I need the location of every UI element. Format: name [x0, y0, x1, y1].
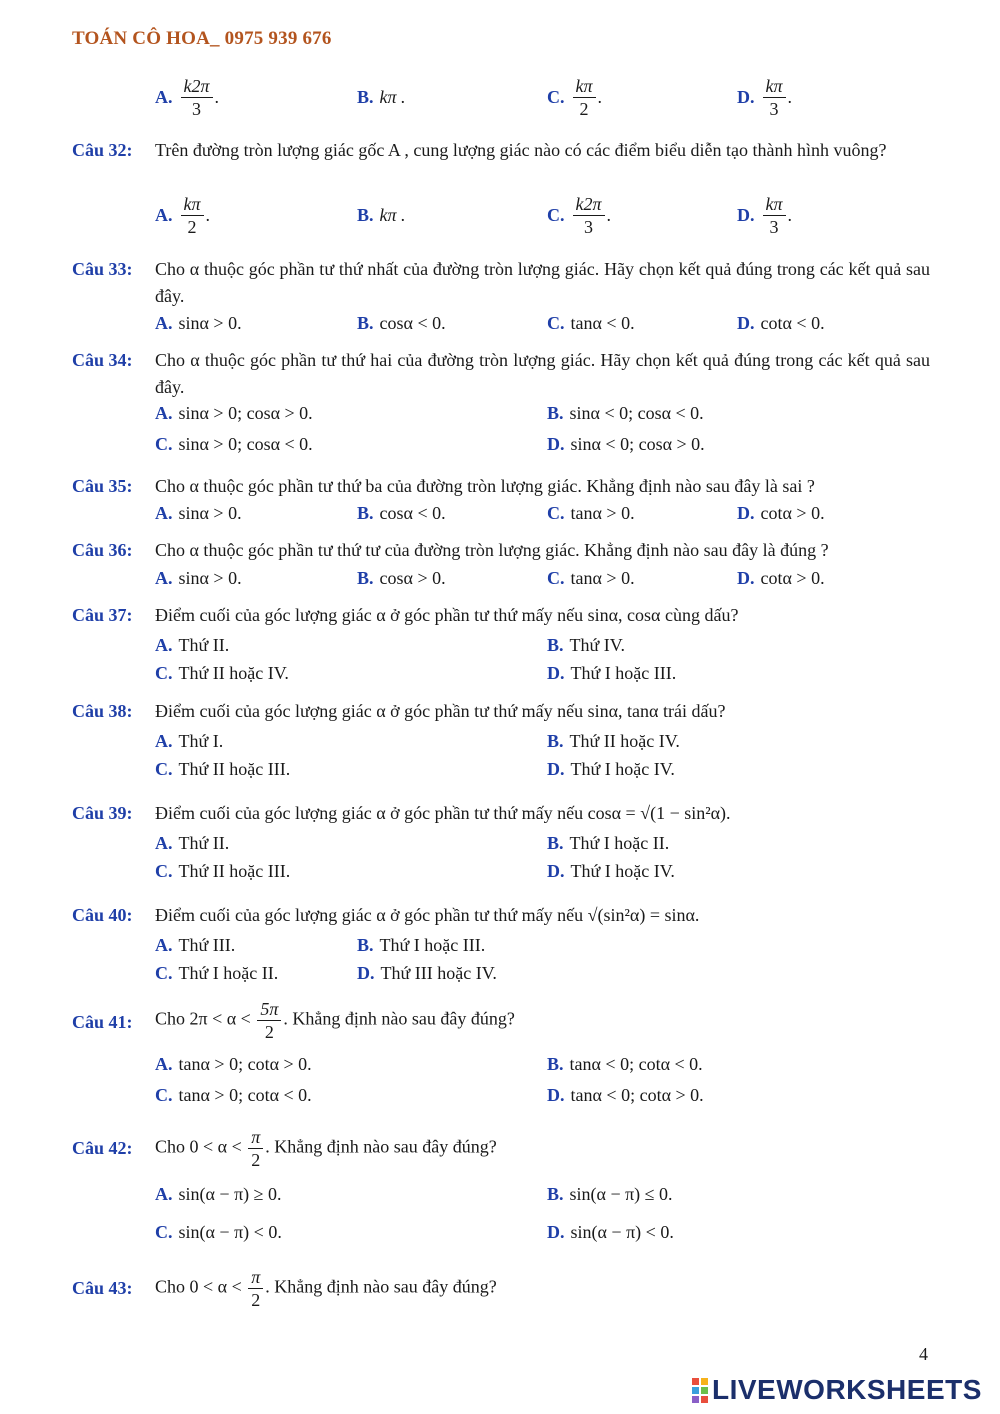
- option-a[interactable]: A. Thứ II.: [155, 832, 230, 853]
- option-d[interactable]: D. Thứ III hoặc IV.: [357, 962, 497, 983]
- option-d[interactable]: D. Thứ I hoặc III.: [547, 662, 677, 683]
- option-b[interactable]: B. Thứ I hoặc II.: [547, 832, 670, 853]
- options-q31: [155, 74, 935, 120]
- option-a[interactable]: A. Thứ II.: [155, 634, 230, 655]
- question-text: Cho 2π < α < $\frac{5\pi}{2}$ . Khẳng định nào sau đây đúng?: [155, 999, 515, 1042]
- fraction: $\frac{\pi}{2}$: [248, 1266, 263, 1311]
- options-q32: [155, 192, 935, 238]
- option-a[interactable]: A. Thứ III.: [155, 934, 236, 955]
- option-d[interactable]: D. cotα > 0.: [737, 502, 825, 523]
- options-q40-row2: [155, 958, 935, 988]
- fraction: $\frac{k2\pi}{3}$: [181, 75, 213, 120]
- option-d[interactable]: D. tanα < 0; cotα > 0.: [547, 1084, 704, 1105]
- question-label: Câu 40:: [72, 905, 133, 925]
- fraction: $\frac{\pi}{2}$: [248, 1126, 263, 1171]
- options-q42-row1: [155, 1179, 935, 1209]
- option-a[interactable]: A. $\frac{k2\pi}{3}$ .: [155, 75, 220, 119]
- options-q37-row2: [155, 658, 935, 688]
- question-label: Câu 35:: [72, 476, 133, 496]
- options-q34-row2: [155, 429, 935, 459]
- question-34: [72, 347, 930, 401]
- question-text: Cho 0 < α < $\frac{\pi}{2}$ . Khẳng định nào sau đây đúng?: [155, 1127, 497, 1170]
- fraction: $\frac{k\pi}{2}$: [181, 193, 204, 238]
- page-header: TOÁN CÔ HOA_ 0975 939 676: [72, 28, 332, 49]
- option-b[interactable]: B. sinα < 0; cosα < 0.: [547, 402, 704, 423]
- logo-grid-icon: [692, 1378, 708, 1403]
- question-text: Điểm cuối của góc lượng giác α ở góc phần tư thứ mấy nếu sinα, tanα trái dấu?: [155, 701, 726, 721]
- question-label: Câu 39:: [72, 803, 133, 823]
- option-c[interactable]: C. Thứ II hoặc III.: [155, 758, 291, 779]
- option-c[interactable]: C. Thứ I hoặc II.: [155, 962, 279, 983]
- option-d[interactable]: D. $\frac{k\pi}{3}$ .: [737, 193, 793, 237]
- question-label: Câu 32:: [72, 140, 133, 160]
- option-b[interactable]: B. Thứ II hoặc IV.: [547, 730, 680, 751]
- options-q38-row1: [155, 726, 935, 756]
- options-q42-row2: [155, 1217, 935, 1247]
- option-b[interactable]: B. Thứ I hoặc III.: [357, 934, 486, 955]
- option-b[interactable]: B. cosα < 0.: [357, 312, 446, 333]
- question-33: [72, 256, 930, 310]
- options-q40-row1: [155, 930, 935, 960]
- fraction: $\frac{k\pi}{3}$: [763, 193, 786, 238]
- option-c[interactable]: C. tanα > 0.: [547, 502, 635, 523]
- question-label: Câu 38:: [72, 701, 133, 721]
- option-d[interactable]: D. sinα < 0; cosα > 0.: [547, 433, 705, 454]
- options-q33: [155, 308, 935, 338]
- option-c[interactable]: C. tanα > 0; cotα < 0.: [155, 1084, 312, 1105]
- option-b[interactable]: B. kπ .: [357, 86, 406, 107]
- option-d[interactable]: D. sin(α − π) < 0.: [547, 1221, 674, 1242]
- option-a[interactable]: A. sinα > 0.: [155, 567, 242, 588]
- question-39: [72, 800, 930, 827]
- question-text: Cho α thuộc góc phần tư thứ tư của đường tròn lượng giác. Khẳng định nào sau đây là đúng ?: [155, 540, 829, 560]
- option-d[interactable]: D. Thứ I hoặc IV.: [547, 860, 675, 881]
- option-c[interactable]: C. tanα > 0.: [547, 567, 635, 588]
- question-label: Câu 43:: [72, 1278, 133, 1298]
- option-c[interactable]: C. $\frac{k\pi}{2}$ .: [547, 75, 603, 119]
- fraction: $\frac{5\pi}{2}$: [257, 998, 281, 1043]
- question-text: Điểm cuối của góc lượng giác α ở góc phần tư thứ mấy nếu cosα = √(1 − sin²α).: [155, 803, 731, 823]
- option-d[interactable]: D. cotα < 0.: [737, 312, 825, 333]
- option-b[interactable]: B. sin(α − π) ≤ 0.: [547, 1183, 673, 1204]
- fraction: $\frac{k\pi}{3}$: [763, 75, 786, 120]
- question-41: [72, 998, 930, 1043]
- options-q37-row1: [155, 630, 935, 660]
- option-c[interactable]: C. sin(α − π) < 0.: [155, 1221, 282, 1242]
- options-q35: [155, 498, 935, 528]
- brand-name: LIVEWORKSHEETS: [712, 1374, 982, 1405]
- options-q36: [155, 563, 935, 593]
- option-a[interactable]: A. Thứ I.: [155, 730, 224, 751]
- question-38: [72, 698, 930, 725]
- option-a[interactable]: A. $\frac{k\pi}{2}$ .: [155, 193, 211, 237]
- option-c[interactable]: C. Thứ II hoặc IV.: [155, 662, 289, 683]
- question-text: Cho α thuộc góc phần tư thứ hai của đường tròn lượng giác. Hãy chọn kết quả đúng trong các kết quả sau đây.: [155, 350, 930, 397]
- question-36: [72, 537, 930, 564]
- question-text: Cho α thuộc góc phần tư thứ ba của đường tròn lượng giác. Khẳng định nào sau đây là sai ?: [155, 476, 815, 496]
- options-q41-row2: [155, 1080, 935, 1110]
- question-label: Câu 34:: [72, 350, 133, 370]
- fraction: $\frac{k2\pi}{3}$: [573, 193, 605, 238]
- question-text: Cho α thuộc góc phần tư thứ nhất của đường tròn lượng giác. Hãy chọn kết quả đúng trong các kết quả sau đây.: [155, 259, 930, 306]
- question-label: Câu 36:: [72, 540, 133, 560]
- option-d[interactable]: D. $\frac{k\pi}{3}$ .: [737, 75, 793, 119]
- options-q39-row2: [155, 856, 935, 886]
- option-b[interactable]: B. kπ .: [357, 204, 406, 225]
- option-a[interactable]: A. sinα > 0; cosα > 0.: [155, 402, 313, 423]
- option-d[interactable]: D. Thứ I hoặc IV.: [547, 758, 675, 779]
- question-label: Câu 33:: [72, 259, 133, 279]
- option-c[interactable]: C. $\frac{k2\pi}{3}$ .: [547, 193, 612, 237]
- liveworksheets-logo[interactable]: [692, 1374, 982, 1406]
- question-label: Câu 41:: [72, 1012, 133, 1032]
- question-40: [72, 902, 930, 929]
- option-a[interactable]: A. sinα > 0.: [155, 312, 242, 333]
- options-q39-row1: [155, 828, 935, 858]
- question-42: [72, 1126, 930, 1171]
- question-label: Câu 42:: [72, 1138, 133, 1158]
- question-text: Cho 0 < α < $\frac{\pi}{2}$ . Khẳng định nào sau đây đúng?: [155, 1267, 497, 1310]
- option-b[interactable]: B. cosα < 0.: [357, 502, 446, 523]
- question-35: [72, 473, 930, 500]
- option-a[interactable]: A. sin(α − π) ≥ 0.: [155, 1183, 282, 1204]
- option-b[interactable]: B. Thứ IV.: [547, 634, 625, 655]
- question-32: [72, 137, 930, 164]
- options-q34-row1: [155, 398, 935, 428]
- question-37: [72, 602, 930, 629]
- option-b[interactable]: B. tanα < 0; cotα < 0.: [547, 1053, 703, 1074]
- page-number: 4: [919, 1344, 928, 1364]
- question-43: [72, 1266, 930, 1311]
- option-a[interactable]: A. tanα > 0; cotα > 0.: [155, 1053, 312, 1074]
- question-label: Câu 37:: [72, 605, 133, 625]
- option-c[interactable]: C. tanα < 0.: [547, 312, 635, 333]
- option-d[interactable]: D. cotα > 0.: [737, 567, 825, 588]
- question-text: Điểm cuối của góc lượng giác α ở góc phần tư thứ mấy nếu sinα, cosα cùng dấu?: [155, 605, 739, 625]
- option-c[interactable]: C. Thứ II hoặc III.: [155, 860, 291, 881]
- question-text: Trên đường tròn lượng giác gốc A , cung lượng giác nào có các điểm biểu diễn tạo thành hình vuông?: [155, 140, 887, 160]
- question-text: Điểm cuối của góc lượng giác α ở góc phần tư thứ mấy nếu √(sin²α) = sinα.: [155, 905, 700, 925]
- option-c[interactable]: C. sinα > 0; cosα < 0.: [155, 433, 313, 454]
- options-q41-row1: [155, 1049, 935, 1079]
- options-q38-row2: [155, 754, 935, 784]
- option-b[interactable]: B. cosα > 0.: [357, 567, 446, 588]
- fraction: $\frac{k\pi}{2}$: [573, 75, 596, 120]
- option-a[interactable]: A. sinα > 0.: [155, 502, 242, 523]
